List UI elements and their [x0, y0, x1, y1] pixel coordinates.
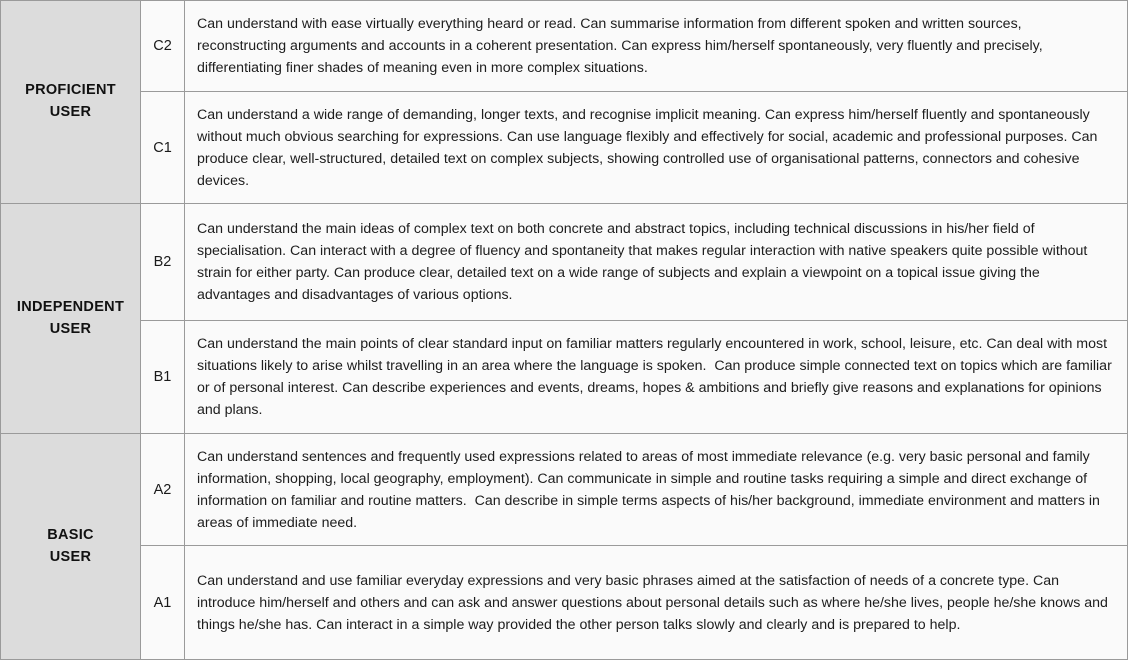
level-code-a2: A2 — [141, 434, 185, 546]
table-row — [1, 1, 1128, 92]
level-description-b2: Can understand the main ideas of complex text on both concrete and abstract topics, including technical discussions in his/her field of specialisation. Can interact with a degree of fluency and spontaneity that makes regular interaction with native speakers quite possible without strain for either party. Can produce clear, detailed text on a wide range of subjects and explain a viewpoint on a topical issue giving the advantages and disadvantages of various options. — [185, 204, 1128, 321]
level-code-b2: B2 — [141, 204, 185, 321]
level-description-c2: Can understand with ease virtually everything heard or read. Can summarise information from different spoken and written sources, reconstructing arguments and accounts in a coherent presentation. Can express him/herself spontaneously, very fluently and precisely, differentiating finer shades of meaning even in more complex situations. — [185, 1, 1128, 92]
level-code-a1: A1 — [141, 546, 185, 660]
group-label-line-2: USER — [49, 548, 92, 565]
group-label-line-1: INDEPENDENT — [16, 298, 125, 315]
group-label-line-2: USER — [49, 320, 92, 337]
level-code-c2: C2 — [141, 1, 185, 92]
group-label-proficient — [1, 1, 141, 204]
level-code-c1: C1 — [141, 92, 185, 204]
table-row — [1, 321, 1128, 434]
level-code-b1: B1 — [141, 321, 185, 434]
group-label-line-1: PROFICIENT — [25, 82, 116, 99]
group-label-line-1: BASIC — [47, 526, 94, 543]
level-description-a2: Can understand sentences and frequently used expressions related to areas of most immediate relevance (e.g. very basic personal and family information, shopping, local geography, employment). Can communicate in simple and routine tasks requiring a simple and direct exchange of information on familiar and routine matters. Can describe in simple terms aspects of his/her background, immediate environment and matters in areas of immediate need. — [185, 434, 1128, 546]
level-description-a1: Can understand and use familiar everyday expressions and very basic phrases aimed at the satisfaction of needs of a concrete type. Can introduce him/herself and others and can ask and answer questions about personal details such as where he/she lives, people he/she knows and things he/she has. Can interact in a simple way provided the other person talks slowly and clearly and is prepared to help. — [185, 546, 1128, 660]
group-label-independent — [1, 204, 141, 434]
level-description-b1: Can understand the main points of clear standard input on familiar matters regularly encountered in work, school, leisure, etc. Can deal with most situations likely to arise whilst travelling in an area where the language is spoken. Can produce simple connected text on topics which are familiar or of personal interest. Can describe experiences and events, dreams, hopes & ambitions and briefly give reasons and explanations for opinions and plans. — [185, 321, 1128, 434]
group-label-basic — [1, 434, 141, 660]
level-description-c1: Can understand a wide range of demanding, longer texts, and recognise implicit meaning. Can express him/herself fluently and spontaneously without much obvious searching for expressions. Can use language flexibly and effectively for social, academic and professional purposes. Can produce clear, well-structured, detailed text on complex subjects, showing controlled use of organisational patterns, connectors and cohesive devices. — [185, 92, 1128, 204]
table-row — [1, 204, 1128, 321]
table-row — [1, 434, 1128, 546]
table-row — [1, 92, 1128, 204]
table-row — [1, 546, 1128, 660]
group-label-line-2: USER — [49, 104, 92, 120]
